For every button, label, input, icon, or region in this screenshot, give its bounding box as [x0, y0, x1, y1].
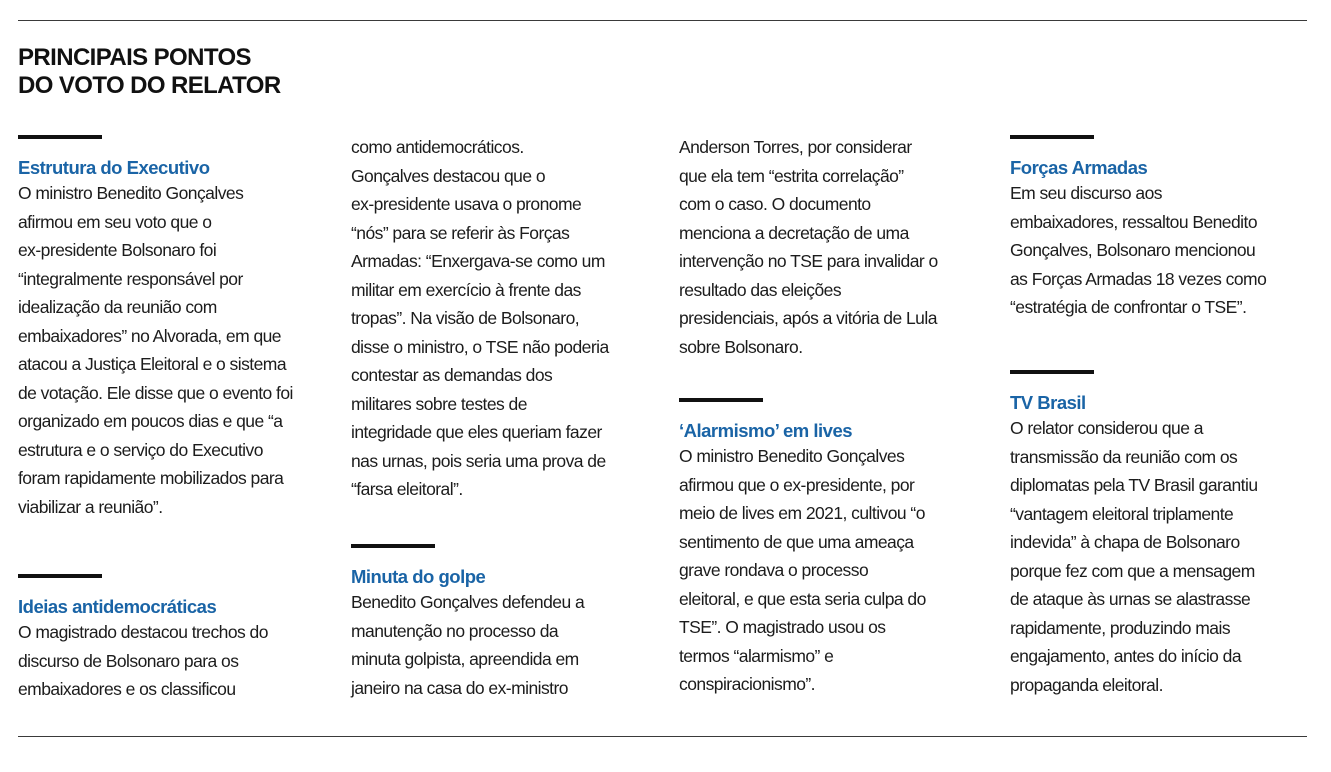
text-line: TSE”. O magistrado usou os	[679, 617, 886, 637]
section-body	[1010, 414, 1330, 699]
section-alarmismo-em-lives	[679, 398, 999, 699]
section-tv-brasil	[1010, 370, 1330, 699]
text-line: viabilizar a reunião”.	[18, 496, 163, 517]
text-line: transmissão da reunião com os	[1010, 446, 1238, 467]
text-line: embaixadores, ressaltou Benedito	[1010, 211, 1258, 232]
text-line: Anderson Torres, por considerar	[679, 137, 912, 157]
section-ideias-antidemocraticas	[18, 574, 338, 704]
section-heading: Minuta do golpe	[351, 566, 486, 587]
text-line: resultado das eleições	[679, 279, 842, 300]
text-line: indevida” à chapa de Bolsonaro	[1010, 532, 1240, 552]
text-line: eleitoral, e que esta seria culpa do	[679, 588, 926, 609]
text-line: O ministro Benedito Gonçalves	[679, 446, 905, 466]
section-divider-bar	[351, 544, 435, 548]
text-line: ex-presidente usava o pronome	[351, 194, 582, 214]
text-line: grave rondava o processo	[679, 560, 869, 580]
section-heading: Forças Armadas	[1010, 157, 1148, 178]
section-divider-bar	[1010, 370, 1094, 374]
text-line: Benedito Gonçalves defendeu a	[351, 592, 585, 612]
text-line: sentimento de que uma ameaça	[679, 531, 914, 552]
text-line: Gonçalves destacou que o	[351, 165, 546, 186]
text-line: contestar as demandas dos	[351, 365, 553, 385]
text-line: sobre Bolsonaro.	[679, 336, 803, 357]
text-line: “farsa eleitoral”.	[351, 479, 463, 499]
section-heading: Estrutura do Executivo	[18, 157, 210, 178]
section-forcas-armadas	[1010, 135, 1330, 322]
text-line: que ela tem “estrita correlação”	[679, 165, 904, 186]
section-heading: ‘Alarmismo’ em lives	[679, 420, 853, 441]
text-line: intervenção no TSE para invalidar o	[679, 251, 938, 271]
text-line: foram rapidamente mobilizados para	[18, 468, 284, 488]
section-ideias-antidemocraticas-continued	[351, 133, 671, 504]
text-line: afirmou em seu voto que o	[18, 211, 212, 232]
text-line: janeiro na casa do ex-ministro	[351, 677, 568, 698]
text-line: porque fez com que a mensagem	[1010, 560, 1255, 581]
text-line: “estratégia de confrontar o TSE”.	[1010, 297, 1247, 317]
title-line: DO VOTO DO RELATOR	[18, 72, 281, 99]
text-line: de votação. Ele disse que o evento foi	[18, 382, 293, 403]
text-line: ex-presidente Bolsonaro foi	[18, 240, 217, 260]
section-divider-bar	[679, 398, 763, 402]
section-heading: TV Brasil	[1010, 392, 1086, 413]
title-line: PRINCIPAIS PONTOS	[18, 44, 251, 71]
text-line: de ataque às urnas se alastrasse	[1010, 589, 1251, 609]
text-line: rapidamente, produzindo mais	[1010, 617, 1231, 638]
text-line: manutenção no processo da	[351, 620, 559, 641]
text-line: presidenciais, após a vitória de Lula	[679, 308, 937, 328]
text-line: embaixadores e os classificou	[18, 679, 236, 699]
section-estrutura-do-executivo	[18, 135, 338, 521]
text-line: militares sobre testes de	[351, 393, 527, 414]
text-line: idealização da reunião com	[18, 297, 217, 317]
section-body	[679, 442, 999, 699]
section-divider-bar	[1010, 135, 1094, 139]
text-line: organizado em poucos dias e que “a	[18, 411, 283, 431]
text-line: termos “alarmismo” e	[679, 645, 834, 666]
text-line: diplomatas pela TV Brasil garantiu	[1010, 475, 1258, 495]
section-minuta-do-golpe-continued	[679, 133, 999, 361]
text-line: O magistrado destacou trechos do	[18, 622, 268, 642]
text-line: Gonçalves, Bolsonaro mencionou	[1010, 240, 1256, 260]
text-line: como antidemocráticos.	[351, 137, 524, 157]
section-heading: Ideias antidemocráticas	[18, 596, 217, 617]
text-line: Armadas: “Enxergava-se como um	[351, 251, 605, 271]
section-body	[18, 618, 338, 704]
text-line: atacou a Justiça Eleitoral e o sistema	[18, 354, 286, 374]
section-minuta-do-golpe	[351, 544, 671, 702]
text-line: “vantagem eleitoral triplamente	[1010, 503, 1234, 524]
infographic-title	[18, 44, 418, 100]
text-line: O relator considerou que a	[1010, 418, 1203, 438]
text-line: disse o ministro, o TSE não poderia	[351, 336, 609, 357]
text-line: integridade que eles queriam fazer	[351, 422, 602, 442]
text-line: militar em exercício à frente das	[351, 279, 581, 300]
section-body	[18, 179, 338, 521]
text-line: engajamento, antes do início da	[1010, 646, 1242, 666]
text-line: discurso de Bolsonaro para os	[18, 650, 239, 671]
text-line: “integralmente responsável por	[18, 268, 243, 289]
text-line: minuta golpista, apreendida em	[351, 649, 579, 669]
top-rule	[18, 20, 1307, 21]
text-line: nas urnas, pois seria uma prova de	[351, 450, 606, 471]
text-line: O ministro Benedito Gonçalves	[18, 183, 244, 203]
section-body	[351, 588, 671, 702]
section-body	[351, 133, 671, 504]
text-line: com o caso. O documento	[679, 194, 871, 214]
text-line: propaganda eleitoral.	[1010, 674, 1163, 695]
section-divider-bar	[18, 574, 102, 578]
bottom-rule	[18, 736, 1307, 737]
text-line: “nós” para se referir às Forças	[351, 222, 570, 243]
text-line: menciona a decretação de uma	[679, 222, 909, 243]
text-line: afirmou que o ex-presidente, por	[679, 474, 915, 495]
section-body	[1010, 179, 1330, 322]
text-line: Em seu discurso aos	[1010, 183, 1162, 203]
text-line: meio de lives em 2021, cultivou “o	[679, 503, 925, 523]
text-line: embaixadores” no Alvorada, em que	[18, 325, 281, 346]
text-line: estrutura e o serviço do Executivo	[18, 439, 263, 460]
section-body	[679, 133, 999, 361]
text-line: conspiracionismo”.	[679, 674, 815, 694]
text-line: tropas”. Na visão de Bolsonaro,	[351, 308, 580, 328]
section-divider-bar	[18, 135, 102, 139]
text-line: as Forças Armadas 18 vezes como	[1010, 268, 1267, 289]
